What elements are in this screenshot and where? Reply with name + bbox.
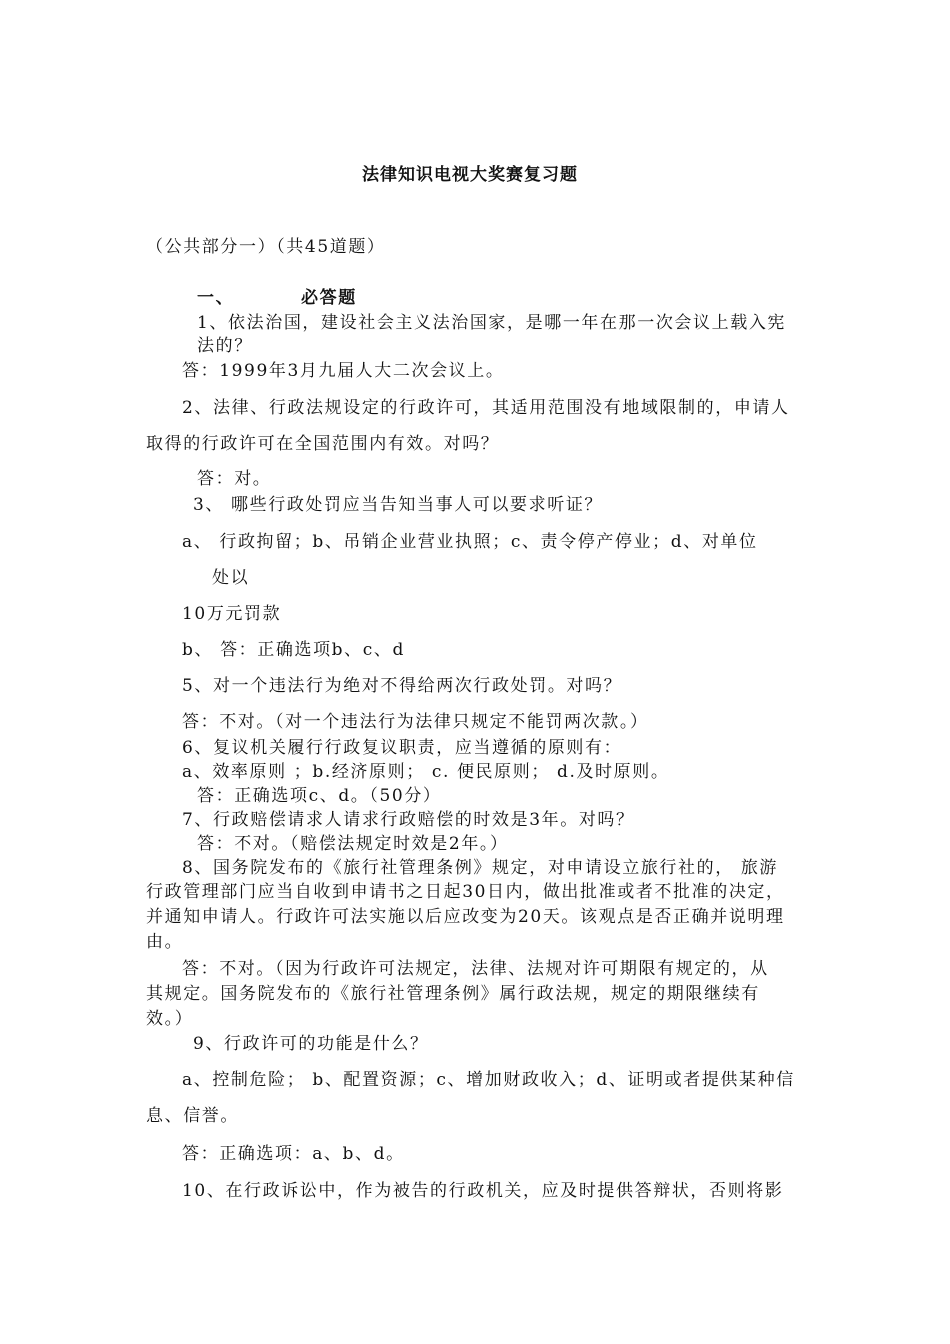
question-7: 7、行政赔偿请求人请求行政赔偿的时效是3年。对吗？ xyxy=(182,810,635,830)
answer-2: 答：对。 xyxy=(197,469,272,489)
question-6-options: a、效率原则 ；b.经济原则； c. 便民原则； d.及时原则。 xyxy=(182,762,670,782)
answer-8-line-3: 效。） xyxy=(146,1009,194,1029)
answer-3: b、 答：正确选项b、c、d xyxy=(182,640,405,660)
question-1-line-2: 法的？ xyxy=(197,336,253,356)
question-2-line-2: 取得的行政许可在全国范围内有效。对吗？ xyxy=(146,434,500,454)
question-8-line-4: 由。 xyxy=(146,932,184,952)
question-6: 6、复议机关履行行政复议职责，应当遵循的原则有： xyxy=(182,738,623,758)
answer-5: 答：不对。（对一个违法行为法律只规定不能罚两次款。） xyxy=(182,712,649,732)
question-9: 9、行政许可的功能是什么？ xyxy=(193,1034,429,1054)
question-8-line-3: 并通知申请人。行政许可法实施以后应改变为20天。该观点是否正确并说明理 xyxy=(146,907,785,927)
question-2-line-1: 2、法律、行政法规设定的行政许可，其适用范围没有地域限制的，申请人 xyxy=(182,398,790,418)
section-heading: 必答题 xyxy=(301,288,357,308)
document-subtitle: （公共部分一）（共45道题） xyxy=(146,237,386,257)
question-8-line-2: 行政管理部门应当自收到申请书之日起30日内，做出批准或者不批准的决定， xyxy=(146,882,785,902)
answer-7: 答：不对。（赔偿法规定时效是2年。） xyxy=(197,834,509,854)
answer-8-line-2: 其规定。国务院发布的《旅行社管理条例》属行政法规，规定的期限继续有 xyxy=(146,984,760,1004)
question-1-line-1: 1、依法治国，建设社会主义法治国家，是哪一年在那一次会议上载入宪 xyxy=(197,313,787,333)
question-9-options-line-2: 息、信誉。 xyxy=(146,1106,239,1126)
answer-9: 答：正确选项：a、b、d。 xyxy=(182,1144,405,1164)
section-number: 一、 xyxy=(197,288,235,308)
answer-1: 答：1999年3月九届人大二次会议上。 xyxy=(182,361,505,381)
document-title: 法律知识电视大奖赛复习题 xyxy=(362,165,578,185)
question-3-options-line-3: 10万元罚款 xyxy=(182,604,282,624)
question-9-options-line-1: a、控制危险； b、配置资源；c、增加财政收入；d、证明或者提供某种信 xyxy=(182,1070,795,1090)
question-8-line-1: 8、国务院发布的《旅行社管理条例》规定，对申请设立旅行社的， 旅游 xyxy=(182,858,779,878)
answer-8-line-1: 答：不对。（因为行政许可法规定，法律、法规对许可期限有规定的，从 xyxy=(182,959,769,979)
answer-6: 答：正确选项c、d。（50分） xyxy=(197,786,442,806)
question-3-options-line-1: a、 行政拘留；b、吊销企业营业执照；c、责令停产停业；d、对单位 xyxy=(182,532,758,552)
question-10: 10、在行政诉讼中，作为被告的行政机关，应及时提供答辩状，否则将影 xyxy=(182,1181,784,1201)
question-5: 5、对一个违法行为绝对不得给两次行政处罚。对吗？ xyxy=(182,676,623,696)
question-3-options-line-2: 处以 xyxy=(212,568,250,588)
question-3: 3、 哪些行政处罚应当告知当事人可以要求听证？ xyxy=(193,495,604,515)
